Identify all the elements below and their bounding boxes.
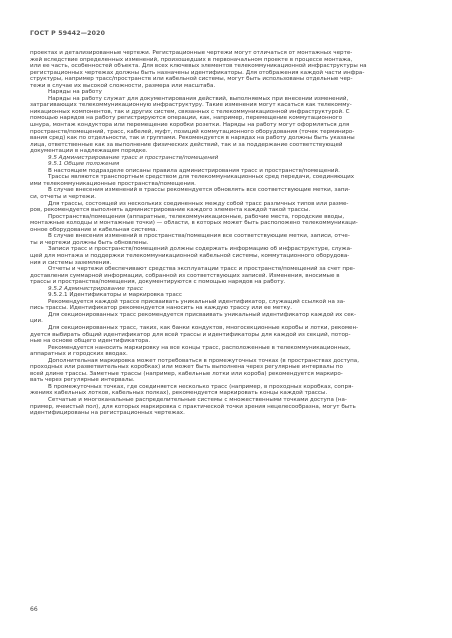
text-line: дуется выбирать общий идентификатор для всей трассы и идентификаторы для каждой из секций, потор- [30,331,351,338]
text-line: В случае внесения изменений в пространства/помещения все соответствующие метки, записи, отче- [48,233,350,240]
body-text [30,50,422,417]
text-line: затрагивающих телекоммуникационную инфраструктуру. Такие изменения могут касаться как телекомму- [30,102,352,109]
text-line: проходных или разветвительных коробках) или может быть выполнена через регулярные интервалы по [30,364,343,371]
text-line: онное оборудование и кабельная система. [30,226,158,233]
text-line: жениях кабельных лотков, кабельных полках), рекомендуется маркировать концы каждой трассы. [30,390,328,397]
text-line: регистрационных чертежах должны быть назначены идентификаторы. Для отображения каждой части инфра- [30,69,365,76]
text-line: 9.5.2 Администрирование трасс [48,285,143,292]
text-line: 9.5.2.1 Идентификаторы и маркировка трасс [48,292,182,299]
text-line: В промежуточных точках, где соединяется несколько трасс (например, в проходных коробках, сопря- [48,383,354,390]
text-line: Рекомендуется каждой трассе присваивать уникальный идентификатор, служащий ссылкой на за- [48,298,346,305]
text-line: ции. [30,318,43,325]
text-line: Сетчатые и многоканальные распределительные системы с множественными точками доступа (на- [48,396,347,403]
text-line: Для трассы, состоящей из нескольких соединенных между собой трасс различных типов или разме- [48,200,349,207]
text-line: Наряды на работу служат для документирования действий, выполняемых при внесении изменений, [48,95,349,102]
text-line: тежи в случае их высокой сложности, размера или масштаба. [30,82,216,89]
text-line: ные на основе общего идентификатора. [30,338,151,345]
text-line: Пространства/помещения (аппаратные, телекоммуникационные, рабочие места, городские вводы, [48,213,345,220]
text-line: си, отчеты и чертежи. [30,194,97,201]
text-line: пространств/помещений, трасс, кабелей, муфт, позиций коммутационного оборудования (точек терминиро- [30,128,355,135]
text-line: ими телекоммуникационные пространства/помещения. [30,180,196,187]
text-line: жей вследствие определенных изменений, произошедших в первоначальном проекте в процессе монтажа, [30,56,353,63]
text-line: В случае внесения изменений в трассы рекомендуется обновлять все соответствующие метки, запи- [48,187,351,194]
text-line: проектах и детализированные чертежи. Регистрационные чертежи могут отличаться от монтажных черте- [30,50,353,56]
text-line: вать через регулярные интервалы. [30,377,135,384]
text-line: Дополнительная маркировка может потребоваться в промежуточных точках (в пространствах доступа, [48,357,360,364]
standard-header: ГОСТ Р 59442—2020 [30,30,106,37]
text-line: пример, ячеистый пол), для которых маркировка с практической точки зрения нецелесообразна, могут быть [30,403,356,410]
text-line: Записи трасс и пространств/помещений должны содержать информацию об инфраструктуре, служа- [48,246,353,253]
text-line: структуры, например трасс/пространств или кабельной системы, могут быть использованы отдельные чер- [30,76,353,83]
page-number: 66 [30,606,38,613]
text-line: идентифицированы на регистрационных чертежах. [30,410,185,417]
text-line: Трассы являются транспортным средством для телекоммуникационных сред передачи, соединяющих [48,174,355,181]
text-line: Наряды на работу [48,89,102,96]
text-line: пись трассы. Идентификатор рекомендуется наносить на каждую трассу или ее метку. [30,305,293,312]
text-line: Для секционированных трасс рекомендуется присваивать уникальный идентификатор каждой их сек- [48,311,357,318]
text-line: ты и чертежи должны быть обновлены. [30,239,149,246]
text-line: 9.5.1 Общие положения [48,161,120,168]
text-line: всей длине трассы. Заметные трассы (например, кабельные лотки или короба) рекомендуется маркиро- [30,370,343,377]
text-line: В настоящем подразделе описаны правила администрирования трасс и пространств/помещений. [48,167,340,174]
text-line: документации в надлежащем порядке. [30,148,148,155]
text-line: ния и системы заземления. [30,259,112,266]
text-line: лица, ответственные как за выполнение физических действий, так и за поддержание соответствующей [30,141,343,148]
text-line: аппаратных и городских вводах. [30,351,128,358]
text-line: вания сред) как по отдельности, так и группами. Рекомендуется в нарядах на работу должны быть указаны [30,135,355,142]
text-line: ров, рекомендуется выполнять администрирование каждого элемента каждой такой трассы. [30,207,311,214]
text-line: доставления суммарной информации, собранной из соответствующих записей. Изменения, вносимые в [30,272,340,279]
text-line: монтажные колодцы и монтажные точки) — области, в которых может быть расположено телекоммуникаци- [30,220,358,227]
text-line: Отчеты и чертежи обеспечивают средства эксплуатации трасс и пространств/помещений за счет пре- [48,266,355,273]
text-line: Рекомендуется наносить маркировку на все концы трасс, расположенные в телекоммуникационных, [48,344,351,351]
text-line: щей для монтажа и поддержки телекоммуникационной кабельной системы, коммутационного оборудова- [30,252,350,259]
text-line: 9.5 Администрирование трасс и пространств/помещений [48,154,219,161]
text-line: Для секционированных трасс, таких, как банки кондуктов, многосекционные коробы и лотки, рекомен- [48,324,359,331]
text-line: или ее часть, особенностей объекта. Для всех ключевых элементов телекоммуникационной инфраструктуры на [30,63,367,70]
text-line: трассы и пространства/помещения, документируются с помощью нарядов на работу. [30,279,286,286]
text-line: никационных компонентов, так и других систем, связанных с телекоммуникационной инфраструктурой. С [30,108,350,115]
text-line: шнура, монтаж кондуктора или перемещение коробки розетки. Наряды на работу могут оформляться для [30,122,350,129]
text-line: помощью нарядов на работу регистрируются операции, как, например, перемещение коммутационного [30,115,343,122]
